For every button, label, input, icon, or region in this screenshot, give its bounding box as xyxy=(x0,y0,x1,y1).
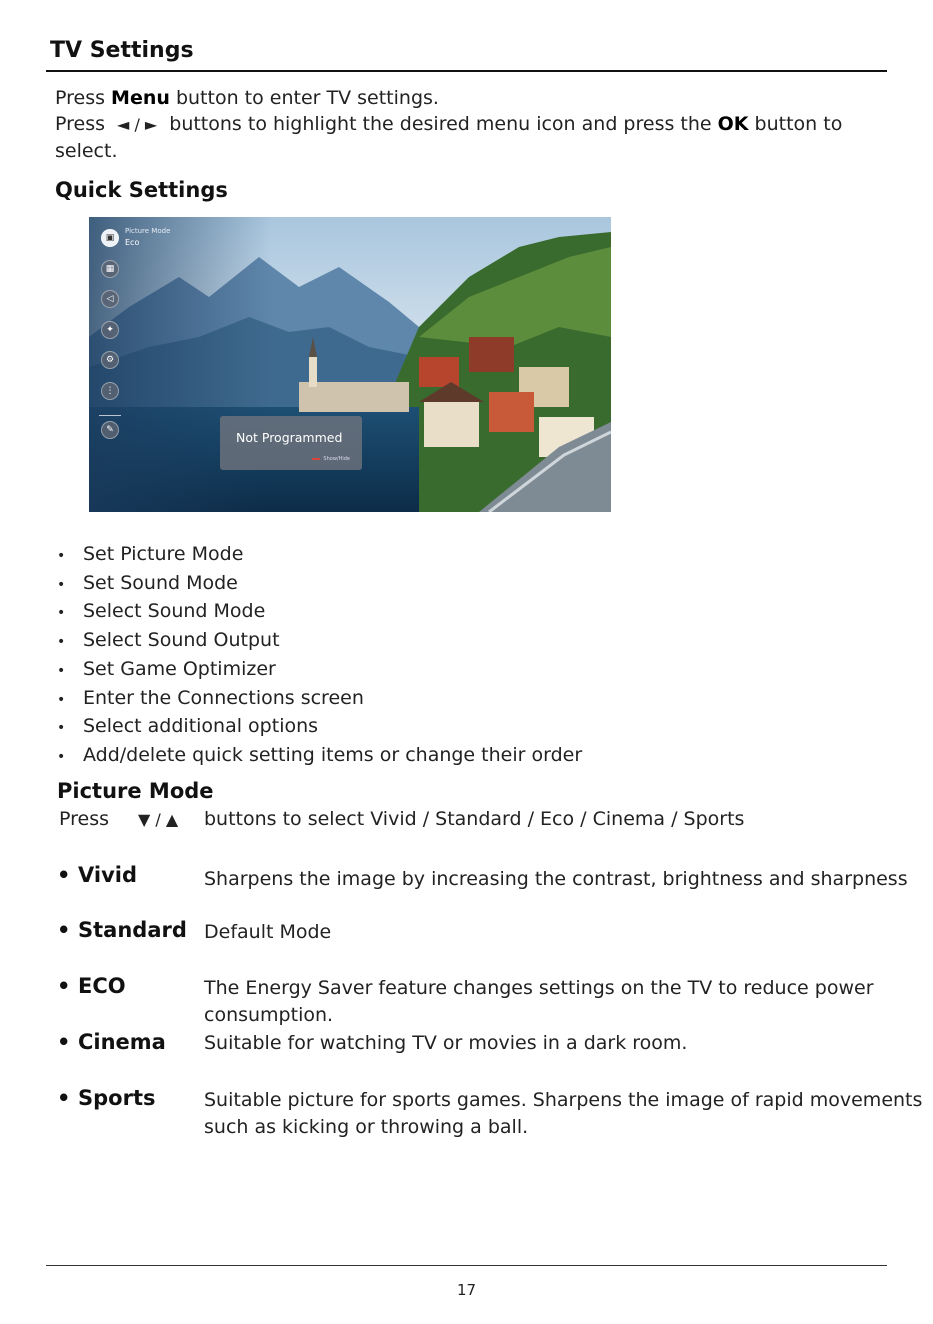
more-icon[interactable]: ⋮ xyxy=(101,382,119,400)
menu-key-label: Menu xyxy=(111,87,170,109)
edit-icon[interactable]: ✎ xyxy=(101,421,119,439)
settings-icon[interactable]: ⚙ xyxy=(101,351,119,369)
picture-mode-heading: Picture Mode xyxy=(57,779,214,803)
list-item: • Select additional options xyxy=(57,715,319,738)
list-item: • Enter the Connections screen xyxy=(57,686,364,709)
footer-divider xyxy=(46,1265,887,1266)
not-programmed-popup xyxy=(220,416,362,470)
list-item: • Set Picture Mode xyxy=(57,543,244,565)
page-number: 17 xyxy=(456,1281,477,1299)
page-title: TV Settings xyxy=(50,38,194,63)
intro-text xyxy=(55,85,895,164)
list-item: • Set Game Optimizer xyxy=(57,657,276,680)
list-item: • Add/delete quick setting items or change their order xyxy=(57,743,583,766)
left-right-arrows-icon: ◄ / ► xyxy=(117,115,158,134)
menu-divider xyxy=(99,415,121,416)
intro-line-2: Press ◄ / ► buttons to highlight the desired menu icon and press the OK button to select. xyxy=(55,113,843,162)
quick-settings-list xyxy=(57,541,582,771)
intro-line-1: Press Menu button to enter TV settings. xyxy=(55,87,439,109)
title-divider xyxy=(46,70,887,72)
picture-mode-label: Picture Mode xyxy=(125,227,171,235)
aspect-icon[interactable]: ▦ xyxy=(101,260,119,278)
down-up-arrows-icon: ▼ / ▲ xyxy=(138,810,179,829)
picture-mode-icon[interactable]: ▣ xyxy=(101,229,119,247)
list-item: • Set Sound Mode xyxy=(57,571,238,594)
list-item: • Select Sound Output xyxy=(57,629,280,652)
picture-mode-value: Eco xyxy=(125,238,140,247)
game-icon[interactable]: ✦ xyxy=(101,321,119,339)
ok-key-label: OK xyxy=(717,113,749,135)
popup-hint: Show/Hide xyxy=(323,456,350,462)
list-item: • Select Sound Mode xyxy=(57,600,266,623)
tv-screenshot xyxy=(89,217,611,512)
popup-text: Not Programmed xyxy=(236,430,343,445)
picture-mode-instruction: Press ▼ / ▲ buttons to select Vivid / Standard / Eco / Cinema / Sports xyxy=(59,808,745,830)
quick-settings-heading: Quick Settings xyxy=(55,178,228,202)
red-key-icon xyxy=(312,458,320,460)
sound-icon[interactable]: ◁ xyxy=(101,290,119,308)
